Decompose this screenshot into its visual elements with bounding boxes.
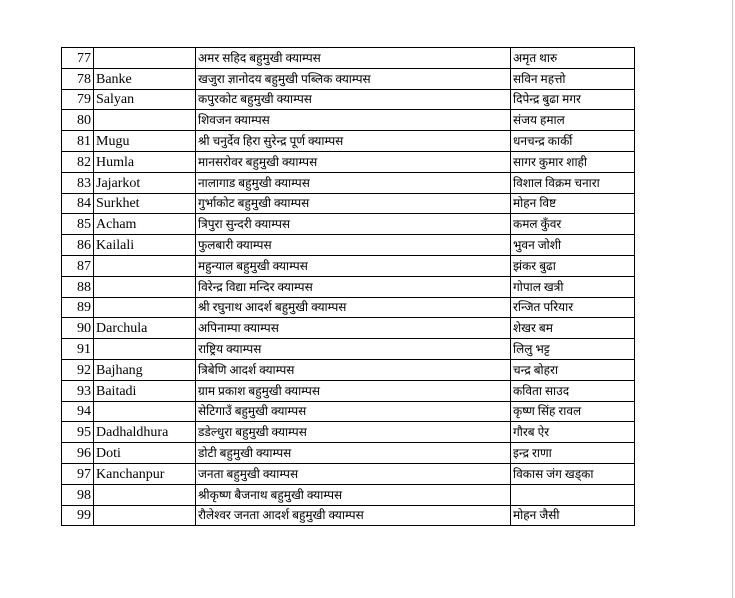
campus-name-cell: श्रीकृष्ण बैजनाथ बहुमुखी क्याम्पस [196,484,511,505]
row-number: 92 [62,359,94,380]
campus-name-cell: खजुरा ज्ञानोदय बहुमुखी पब्लिक क्याम्पस [196,68,511,89]
contact-name-cell: इन्द्र राणा [511,443,635,464]
campus-name-cell: त्रिपुरा सुन्दरी क्याम्पस [196,214,511,235]
table-row [62,255,635,276]
contact-name-cell: विकास जंग खड्का [511,463,635,484]
row-number: 84 [62,193,94,214]
row-number: 96 [62,443,94,464]
row-number: 85 [62,214,94,235]
contact-name-cell: धनचन्द्र कार्की [511,131,635,152]
table-row [62,401,635,422]
table-row [62,235,635,256]
district-cell: Acham [94,214,196,235]
campus-name-cell: नालागाड बहुमुखी क्याम्पस [196,172,511,193]
campus-name-cell: कपुरकोट बहुमुखी क्याम्पस [196,89,511,110]
row-number: 79 [62,89,94,110]
table-row [62,297,635,318]
row-number: 89 [62,297,94,318]
contact-name-cell: कविता साउद [511,380,635,401]
row-number: 94 [62,401,94,422]
row-number: 88 [62,276,94,297]
campus-name-cell: सेटिगाउँ बहुमुखी क्याम्पस [196,401,511,422]
campus-name-cell: डोटी बहुमुखी क्याम्पस [196,443,511,464]
campus-name-cell: ग्राम प्रकाश बहुमुखी क्याम्पस [196,380,511,401]
row-number: 82 [62,151,94,172]
contact-name-cell: कमल कुँवर [511,214,635,235]
campus-name-cell: रौलेश्वर जनता आदर्श बहुमुखी क्याम्पस [196,505,511,526]
district-cell [94,505,196,526]
campus-name-cell: विरेन्द्र विद्या मन्दिर क्याम्पस [196,276,511,297]
campus-name-cell: राष्ट्रिय क्याम्पस [196,339,511,360]
district-cell: Bajhang [94,359,196,380]
contact-name-cell: शेखर बम [511,318,635,339]
contact-name-cell: विशाल विक्रम चनारा [511,172,635,193]
row-number: 90 [62,318,94,339]
district-cell: Surkhet [94,193,196,214]
row-number: 83 [62,172,94,193]
district-cell: Dadhaldhura [94,422,196,443]
table-row [62,484,635,505]
contact-name-cell: संजय हमाल [511,110,635,131]
district-cell: Doti [94,443,196,464]
district-cell: Darchula [94,318,196,339]
contact-name-cell: लिलु भट्ट [511,339,635,360]
contact-name-cell: चन्द्र बोहरा [511,359,635,380]
row-number: 77 [62,48,94,69]
table-row [62,443,635,464]
campus-name-cell: जनता बहुमुखी क्याम्पस [196,463,511,484]
district-cell [94,255,196,276]
district-cell: Banke [94,68,196,89]
row-number: 93 [62,380,94,401]
table-row [62,276,635,297]
campus-table [61,47,635,526]
row-number: 91 [62,339,94,360]
table-row [62,131,635,152]
table-row [62,193,635,214]
row-number: 97 [62,463,94,484]
row-number: 98 [62,484,94,505]
table-row [62,505,635,526]
table-row [62,359,635,380]
row-number: 87 [62,255,94,276]
table-row [62,214,635,235]
campus-name-cell: त्रिबेणि आदर्श क्याम्पस [196,359,511,380]
district-cell: Salyan [94,89,196,110]
contact-name-cell: रन्जित परियार [511,297,635,318]
district-cell [94,276,196,297]
district-cell [94,297,196,318]
table-row [62,463,635,484]
campus-name-cell: डडेल्धुरा बहुमुखी क्याम्पस [196,422,511,443]
district-cell [94,48,196,69]
district-cell: Baitadi [94,380,196,401]
district-cell [94,339,196,360]
contact-name-cell: सागर कुमार शाही [511,151,635,172]
campus-name-cell: अमर सहिद बहुमुखी क्याम्पस [196,48,511,69]
row-number: 80 [62,110,94,131]
district-cell [94,401,196,422]
table-row [62,89,635,110]
campus-name-cell: श्री रघुनाथ आदर्श बहुमुखी क्याम्पस [196,297,511,318]
row-number: 99 [62,505,94,526]
campus-name-cell: गुर्भाकोट बहुमुखी क्याम्पस [196,193,511,214]
contact-name-cell: झंकर बुढा [511,255,635,276]
table-row [62,339,635,360]
contact-name-cell: सविन महत्तो [511,68,635,89]
contact-name-cell: भुवन जोशी [511,235,635,256]
district-cell [94,484,196,505]
contact-name-cell: कृष्ण सिंह रावल [511,401,635,422]
campus-name-cell: शिवजन क्याम्पस [196,110,511,131]
campus-table-body [62,48,635,526]
district-cell: Kailali [94,235,196,256]
table-row [62,110,635,131]
row-number: 86 [62,235,94,256]
district-cell [94,110,196,131]
contact-name-cell: गोपाल खत्री [511,276,635,297]
row-number: 95 [62,422,94,443]
district-cell: Jajarkot [94,172,196,193]
campus-name-cell: श्री चनुर्देव हिरा सुरेन्द्र पूर्ण क्याम्पस [196,131,511,152]
campus-name-cell: फुलबारी क्याम्पस [196,235,511,256]
table-row [62,48,635,69]
table-row [62,68,635,89]
row-number: 78 [62,68,94,89]
district-cell: Kanchanpur [94,463,196,484]
district-cell: Humla [94,151,196,172]
contact-name-cell [511,484,635,505]
district-cell: Mugu [94,131,196,152]
campus-name-cell: मानसरोवर बहुमुखी क्याम्पस [196,151,511,172]
row-number: 81 [62,131,94,152]
table-row [62,318,635,339]
campus-name-cell: महुन्याल बहुमुखी क्याम्पस [196,255,511,276]
table-row [62,172,635,193]
contact-name-cell: गौरब ऐर [511,422,635,443]
contact-name-cell: मोहन जैसी [511,505,635,526]
contact-name-cell: मोहन विष्ट [511,193,635,214]
campus-name-cell: अपिनाम्पा क्याम्पस [196,318,511,339]
table-row [62,380,635,401]
table-row [62,422,635,443]
contact-name-cell: दिपेन्द्र बुढा मगर [511,89,635,110]
table-row [62,151,635,172]
contact-name-cell: अमृत थारु [511,48,635,69]
